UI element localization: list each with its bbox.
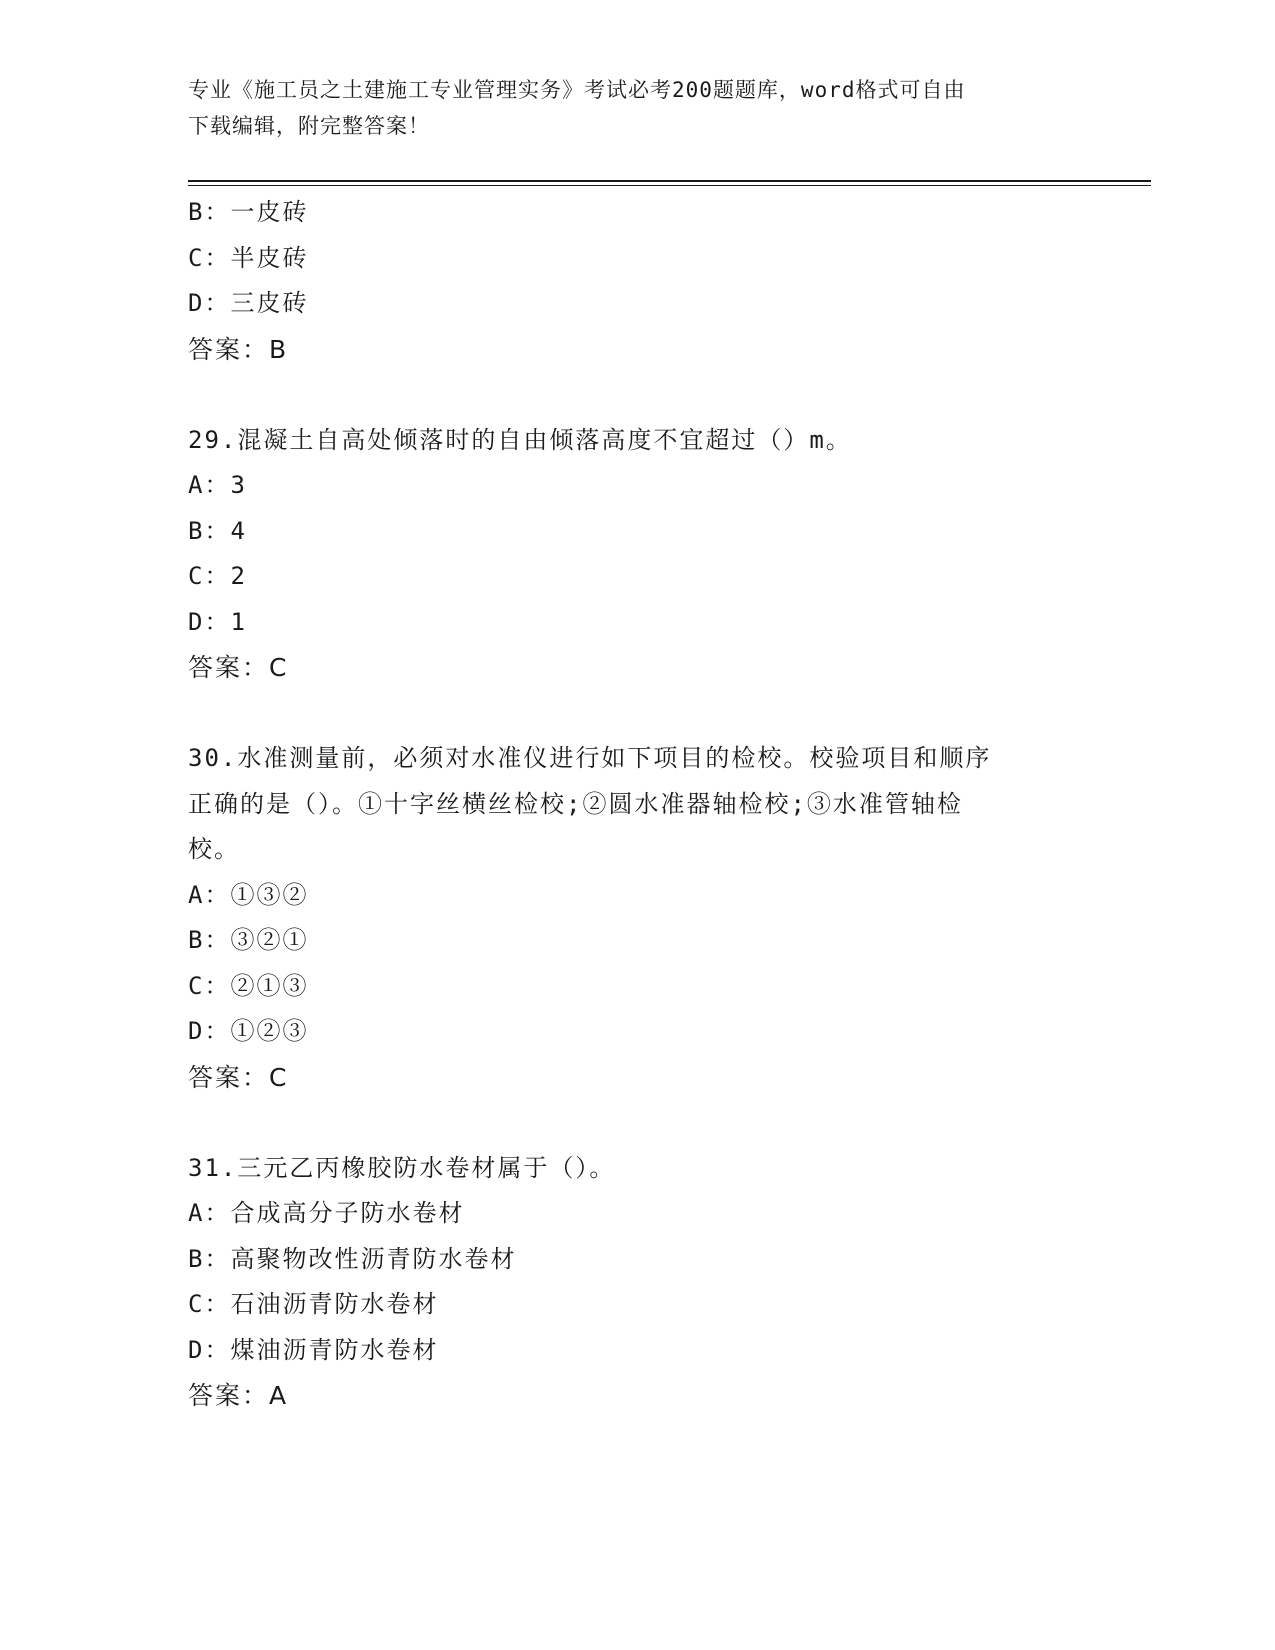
question-31 <box>188 1146 1088 1419</box>
option-a: A：①③② <box>188 880 309 909</box>
header-title-line-2: 下载编辑，附完整答案！ <box>188 114 430 138</box>
header-divider-thin <box>188 185 1151 186</box>
option-b: B：③②① <box>188 926 309 954</box>
header-divider-thick <box>188 180 1151 182</box>
option-c: C：②①③ <box>188 971 309 1000</box>
option-b: B：高聚物改性沥青防水卷材 <box>188 1244 517 1273</box>
answer: 答案：C <box>188 1062 289 1092</box>
option-d: D：①②③ <box>188 1017 309 1045</box>
document-header <box>188 72 1068 144</box>
answer: 答案：C <box>188 653 289 682</box>
option-a: A：3 <box>188 471 247 499</box>
option-b: B：4 <box>188 516 247 545</box>
answer: 答案：A <box>188 1381 289 1410</box>
question-list <box>188 190 1088 1419</box>
question-text: 30.水准测量前，必须对水准仪进行如下项目的检校。校验项目和顺序 <box>188 744 992 772</box>
spacer <box>188 372 1088 418</box>
spacer <box>188 1100 1088 1146</box>
option-b: B：一皮砖 <box>188 198 309 226</box>
question-text: 正确的是（）。①十字丝横丝检校;②圆水准器轴检校;③水准管轴检 <box>188 789 963 818</box>
header-title-line-1: 专业《施工员之土建施工专业管理实务》考试必考200题题库，word格式可自由 <box>188 78 966 102</box>
question-30 <box>188 736 1088 1100</box>
answer: 答案：B <box>188 334 289 364</box>
question-text: 校。 <box>188 835 240 863</box>
question-28-continuation <box>188 190 1088 372</box>
spacer <box>188 691 1088 737</box>
option-c: C：石油沥青防水卷材 <box>188 1290 439 1318</box>
question-29 <box>188 418 1088 691</box>
option-d: D：三皮砖 <box>188 289 309 317</box>
question-text: 31.三元乙丙橡胶防水卷材属于（）。 <box>188 1153 616 1182</box>
option-d: D：煤油沥青防水卷材 <box>188 1335 439 1364</box>
question-text: 29.混凝土自高处倾落时的自由倾落高度不宜超过（）m。 <box>188 425 852 454</box>
option-a: A：合成高分子防水卷材 <box>188 1199 465 1227</box>
option-d: D：1 <box>188 607 247 636</box>
option-c: C：半皮砖 <box>188 243 309 272</box>
option-c: C：2 <box>188 562 247 590</box>
